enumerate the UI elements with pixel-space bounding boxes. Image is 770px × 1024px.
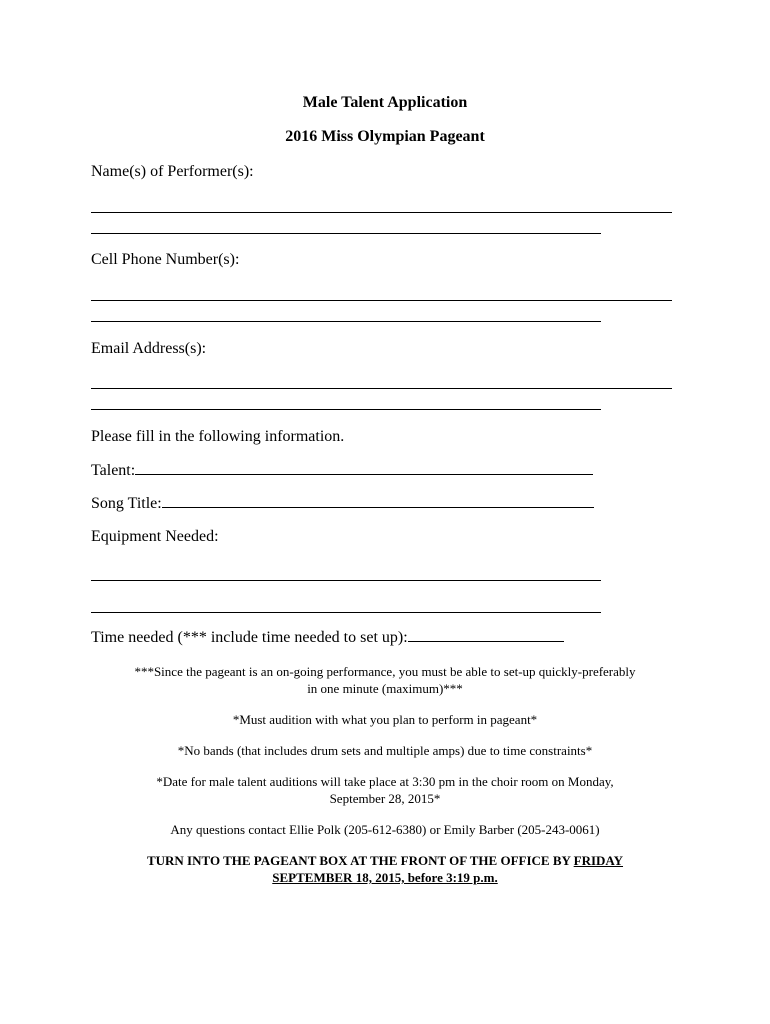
phone-blank-1[interactable]: [91, 300, 672, 301]
equipment-label: Equipment Needed:: [91, 528, 219, 545]
performers-label: Name(s) of Performer(s):: [91, 163, 254, 180]
email-blank-2[interactable]: [91, 409, 601, 410]
performers-blank-2[interactable]: [91, 233, 601, 234]
contacts-note: Any questions contact Ellie Polk (205-612-6380) or Emily Barber (205-243-0061): [170, 822, 600, 837]
song-blank[interactable]: [162, 506, 594, 508]
performers-blank-1[interactable]: [91, 212, 672, 213]
time-label: Time needed (*** include time needed to set up):: [91, 629, 408, 646]
talent-label: Talent:: [91, 462, 136, 479]
setup-note: [0, 663, 770, 697]
submission-line-1-prefix: TURN INTO THE PAGEANT BOX AT THE FRONT OF THE OFFICE BY: [146, 853, 574, 868]
equipment-blank-2[interactable]: [91, 612, 601, 613]
bands-note: *No bands (that includes drum sets and multiple amps) due to time constraints*: [177, 743, 593, 758]
phone-label: Cell Phone Number(s):: [91, 251, 240, 268]
form-subtitle: 2016 Miss Olympian Pageant: [285, 128, 485, 145]
form-title: Male Talent Application: [302, 94, 468, 111]
email-blank-1[interactable]: [91, 388, 672, 389]
submission-day: FRIDAY: [573, 853, 624, 868]
time-blank[interactable]: [408, 640, 564, 642]
instructions-text: Please fill in the following information.: [91, 428, 345, 445]
song-field: [91, 495, 594, 513]
submission-line-1: [0, 852, 770, 869]
equipment-blank-1[interactable]: [91, 580, 601, 581]
setup-note-line-2: in one minute (maximum)***: [307, 681, 463, 696]
time-field: [91, 629, 564, 647]
submission-instructions: [0, 852, 770, 886]
audition-note: *Must audition with what you plan to perform in pageant*: [232, 712, 538, 727]
email-label: Email Address(s):: [91, 340, 207, 357]
date-note-line-2: September 28, 2015*: [329, 791, 441, 806]
song-label: Song Title:: [91, 495, 162, 512]
talent-field: [91, 462, 593, 480]
setup-note-line-1: ***Since the pageant is an on-going performance, you must be able to set-up quickly-preferably: [134, 664, 636, 679]
talent-blank[interactable]: [135, 473, 593, 475]
phone-blank-2[interactable]: [91, 321, 601, 322]
date-note: [0, 773, 770, 807]
submission-line-2: SEPTEMBER 18, 2015, before 3:19 p.m.: [272, 870, 498, 885]
date-note-line-1: *Date for male talent auditions will take place at 3:30 pm in the choir room on Monday,: [156, 774, 614, 789]
